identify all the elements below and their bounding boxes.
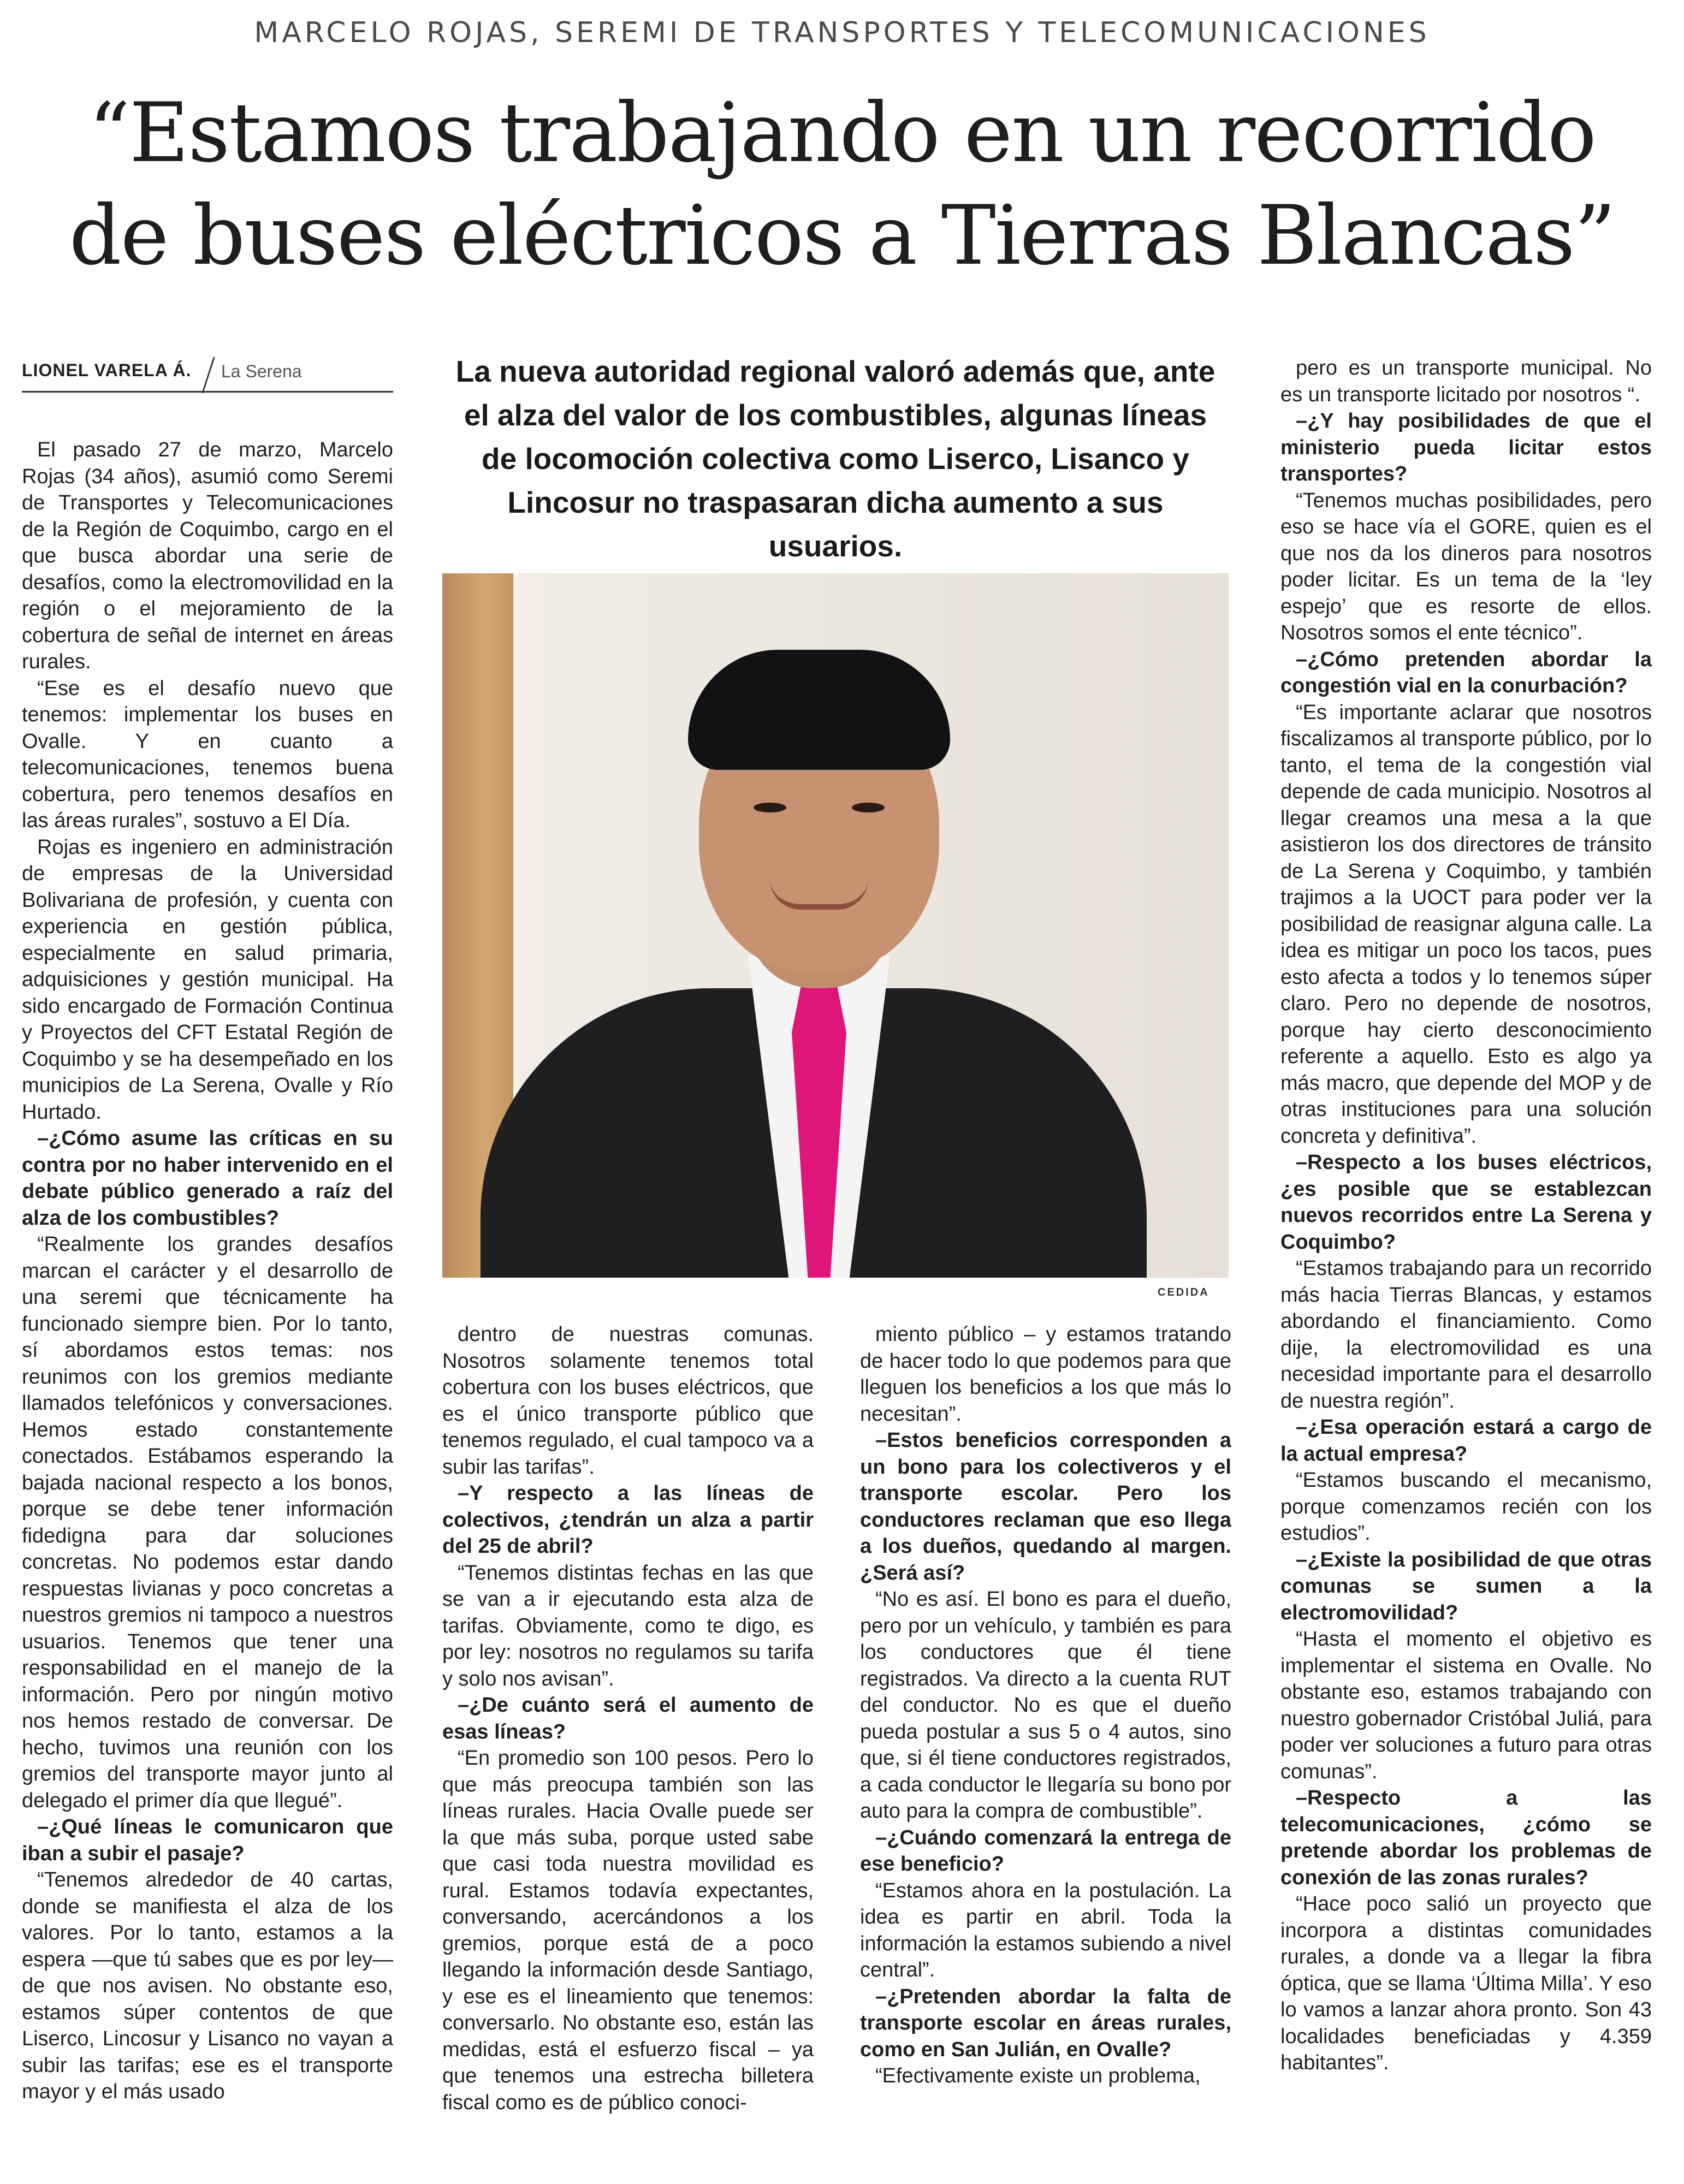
article-paragraph: “Estamos buscando el mecanismo, porque comenzamos recién con los estudios”. <box>1280 1469 1652 1545</box>
article-paragraph: “No es así. El bono es para el dueño, pero por un vehículo, y también es para los conductores que él tiene registrados. Va directo a la cuenta RUT del conductor. No es que el dueño pueda postular a sus 5 o 4 autos, sino que, si él tiene conductores registrados, a cada conductor le llegaría su bono por auto para la compra de combustible”. <box>860 1588 1231 1823</box>
article-paragraph: “Efectivamente existe un problema, <box>875 2064 1201 2087</box>
photo-hair <box>688 650 950 770</box>
article-paragraph: pero es un transporte municipal. No es un transporte licitado por nosotros “. <box>1280 357 1652 406</box>
article-column-1 <box>22 437 393 2173</box>
headline-line-2: de buses eléctricos a Tierras Blancas” <box>69 188 1615 283</box>
interview-question: –¿Esa operación estará a cargo de la actual empresa? <box>1280 1416 1652 1465</box>
article-paragraph: El pasado 27 de marzo, Marcelo Rojas (34 años), asumió como Seremi de Transportes y Telecomunicaciones de la Región de Coquimbo, cargo en el que busca abordar una serie de desafíos, como la electromovilidad en la región o el mejoramiento de la cobertura de señal de internet en áreas rurales. <box>22 438 393 673</box>
interview-question: –Respecto a las telecomunicaciones, ¿cómo se pretende abordar los problemas de conexión de las zonas rurales? <box>1280 1787 1652 1889</box>
article-paragraph: miento público – y estamos tratando de hacer todo lo que podemos para que lleguen los beneficios a los que más lo necesitan”. <box>860 1323 1231 1426</box>
interview-question: –¿Y hay posibilidades de que el ministerio pueda licitar estos transportes? <box>1280 410 1652 485</box>
interview-question: –¿Cómo asume las críticas en su contra por no haber intervenido en el debate público generado a raíz del alza de los combustibles? <box>22 1127 393 1230</box>
interview-question: –¿Existe la posibilidad de que otras comunas se sumen a la electromovilidad? <box>1280 1548 1652 1624</box>
byline-place: La Serena <box>221 361 302 381</box>
kicker: MARCELO ROJAS, SEREMI DE TRANSPORTES Y TELECOMUNICACIONES <box>254 16 1430 49</box>
article-paragraph: “Tenemos muchas posibilidades, pero eso se hace vía el GORE, quien es el que nos da los dineros para nosotros poder licitar. Es un tema de la ‘ley espejo’ que es resorte de ellos. Nosotros somos el ente técnico”. <box>1280 489 1652 644</box>
article-column-3 <box>860 1321 1231 2173</box>
byline-author: LIONEL VARELA Á. <box>22 360 192 380</box>
article-paragraph: “Ese es el desafío nuevo que tenemos: implementar los buses en Ovalle. Y en cuanto a telecomunicaciones, tenemos buena cobertura, pero tenemos desafíos en las áreas rurales”, sostuvo a El Día. <box>22 676 393 832</box>
byline-divider <box>201 357 215 393</box>
interview-question: –¿Cómo pretenden abordar la congestión vial en la conurbación? <box>1280 648 1652 697</box>
interview-question: –¿Cuándo comenzará la entrega de ese beneficio? <box>860 1826 1231 1876</box>
article-paragraph: “Tenemos distintas fechas en las que se van a ir ejecutando esta alza de tarifas. Obviamente, como te digo, es por ley: nosotros no regulamos su tarifa y solo nos avisan”. <box>442 1561 814 1690</box>
byline <box>22 360 393 393</box>
article-paragraph: “Estamos ahora en la postulación. La idea es partir en abril. Toda la información la estamos subiendo a nivel central”. <box>860 1879 1231 1981</box>
article-paragraph: Rojas es ingeniero en administración de empresas de la Universidad Bolivariana de profesión, y cuenta con experiencia en gestión pública, especialmente en salud primaria, adquisiciones y gestión municipal. Ha sido encargado de Formación Continua y Proyectos del CFT Estatal Región de Coquimbo y se ha desempeñado en los municipios de La Serena, Ovalle y Río Hurtado. <box>22 835 393 1124</box>
interview-question: –¿Qué líneas le comunicaron que iban a subir el pasaje? <box>22 1815 393 1865</box>
article-paragraph: “Es importante aclarar que nosotros fiscalizamos al transporte público, por lo tanto, el tema de la congestión vial depende de cada municipio. Nosotros al llegar creamos una mesa a la que asistieron los dos directores de tránsito de La Serena y Coquimbo, y también trajimos a la UOCT para poder ver la posibilidad de reasignar alguna calle. La idea es mitigar un poco los tacos, pues esto afecta a todos y lo tenemos súper claro. Pero no depende de nosotros, porque hay cierto desconocimiento referente a aquello. Esto es algo ya más macro, que depende del MOP y de otras instituciones para una solución concreta y definitiva”. <box>1280 701 1652 1148</box>
photo-credit: CEDIDA <box>1158 1286 1209 1298</box>
article-paragraph: “En promedio son 100 pesos. Pero lo que más preocupa también son las líneas rurales. Hacia Ovalle puede ser la que más suba, porque usted sabe que casi toda nuestra movilidad es rural. Estamos todavía expectantes, conversando, acercándonos a los gremios, porque está de a poco llegando la información desde Santiago, y ese es el lineamiento que tenemos: conversarlo. No obstante eso, están las medidas, está el esfuerzo fiscal – ya que tenemos una estrecha billetera fiscal como es de público conoci- <box>442 1747 814 2114</box>
headline <box>22 82 1662 287</box>
interview-question: –¿Pretenden abordar la falta de transporte escolar en áreas rurales, como en San Julián, en Ovalle? <box>860 1985 1231 2061</box>
article-paragraph: dentro de nuestras comunas. Nosotros solamente tenemos total cobertura con los buses eléctricos, que es el único transporte público que tenemos regulado, el cual tampoco va a subir las tarifas”. <box>442 1323 814 1479</box>
headline-line-1: “Estamos trabajando en un recorrido <box>88 86 1596 181</box>
deck-summary: La nueva autoridad regional valoró además que, ante el alza del valor de los combustibles, algunas líneas de locomoción colectiva como Liserco, Lisanco y Lincosur no traspasaran dicha aumento a sus usuarios. <box>455 354 1215 563</box>
article-paragraph: “Hace poco salió un proyecto que incorpora a distintas comunidades rurales, a donde va a llegar la fibra óptica, que se llama ‘Última Milla’. Y eso lo vamos a lanzar ahora pronto. Son 43 localidades beneficiadas y 4.359 habitantes”. <box>1280 1892 1652 2074</box>
article-paragraph: “Realmente los grandes desafíos marcan el carácter y el desarrollo de una seremi que técnicamente ha funcionado siempre bien. Por lo tanto, sí abordamos estos temas: nos reunimos con los gremios mediante llamados telefónicos y conversaciones. Hemos estado constantemente conectados. Estábamos esperando la bajada nacional respecto a los bonos, porque se debe tener información fidedigna para dar soluciones concretas. No podemos estar dando respuestas livianas y poco concretas a nuestros gremios ni tampoco a nuestros usuarios. Tenemos que tener una responsabilidad en el manejo de la información. Pero por ningún motivo nos hemos restado de conversar. De hecho, tuvimos una reunión con los gremios del transporte mayor junto al delegado el primer día que llegué”. <box>22 1233 393 1812</box>
interview-question: –Y respecto a las líneas de colectivos, ¿tendrán un alza a partir del 25 de abril? <box>442 1482 814 1558</box>
photo-eye-left <box>754 803 786 812</box>
article-column-4 <box>1280 355 1652 2173</box>
interview-question: –Respecto a los buses eléctricos, ¿es posible que se establezcan nuevos recorridos entre La Serena y Coquimbo? <box>1280 1151 1652 1254</box>
article-paragraph: “Hasta el momento el objetivo es implementar el sistema en Ovalle. No obstante eso, estamos trabajando con nuestro gobernador Cristóbal Juliá, para poder ver soluciones a futuro para otras comunas”. <box>1280 1628 1652 1783</box>
photo-eye-right <box>852 803 885 812</box>
article-column-2 <box>442 1321 814 2173</box>
photo-smile <box>770 879 868 910</box>
portrait-photo <box>442 573 1229 1278</box>
article-paragraph: “Estamos trabajando para un recorrido más hacia Tierras Blancas, y estamos abordando el financiamiento. Como dije, la electromovilidad es una necesidad importante para el desarrollo de nuestra región”. <box>1280 1257 1652 1413</box>
article-paragraph: “Tenemos alrededor de 40 cartas, donde se manifiesta el alza de los valores. Por lo tanto, estamos a la espera —que tú sabes que es por ley— de que nos avisen. No obstante eso, estamos súper contentos de que Liserco, Lincosur y Lisanco no vayan a subir las tarifas; ese es el transporte mayor y el más usado <box>22 1868 393 2103</box>
interview-question: –Estos beneficios corresponden a un bono para los colectiveros y el transporte escolar. Pero los conductores reclaman que eso llega a los dueños, quedando al margen. ¿Será así? <box>860 1429 1231 1584</box>
interview-question: –¿De cuánto será el aumento de esas líneas? <box>442 1694 814 1743</box>
